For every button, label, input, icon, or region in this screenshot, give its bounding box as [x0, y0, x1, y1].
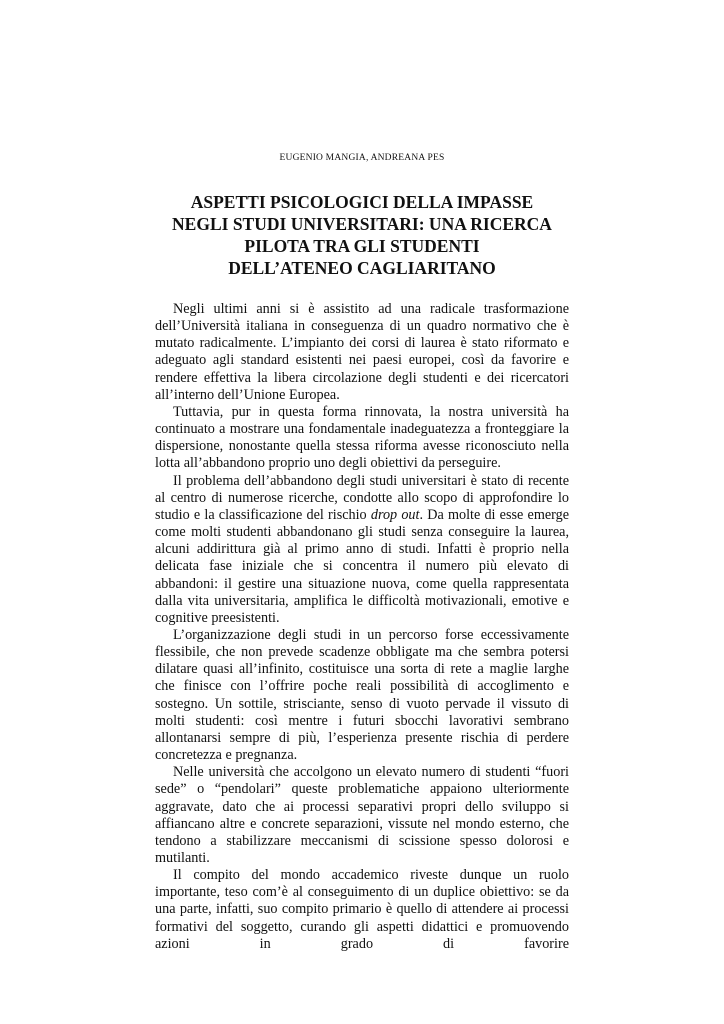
title-line: ASPETTI PSICOLOGICI DELLA IMPASSE	[190, 192, 534, 212]
article-title	[0, 191, 724, 279]
paragraph-text: L’organizzazione degli studi in un percorso forse eccessivamente flessibile, che non prevede scadenze obbligate ma che sembra potersi dilatare quasi all’infinito, costituisce una sorta di rete a maglie larghe che finisce con l’offrire poche reali possibilità di accoglimento e sostegno. Un sottile, strisciante, senso di vuoto pervade il vissuto di molti studenti: così mentre i futuri sbocchi lavorativi sembrano allontanarsi sempre di più, l’esperienza presente rischia di perdere concretezza e pregnanza.	[155, 626, 569, 764]
body-paragraph	[155, 867, 569, 953]
title-line: DELL’ATENEO CAGLIARITANO	[228, 258, 496, 278]
title-line: PILOTA TRA GLI STUDENTI	[244, 236, 480, 256]
paragraph-text: Tuttavia, pur in questa forma rinnovata, la nostra università ha continuato a mostrare una fondamentale inadeguatezza a fronteggiare la dispersione, nonostante quella stessa riforma avesse riconosciuto nella lotta all’abbandono proprio uno degli obiettivi da perseguire.	[155, 403, 569, 472]
running-header-authors: EUGENIO MANGIA, ANDREANA PES	[279, 153, 445, 163]
paragraph-text: Nelle università che accolgono un elevato numero di studenti “fuori sede” o “pendolari” queste problematiche appaiono ulteriormente aggravate, dato che ai processi separativi propri dello sviluppo si affiancano altre e concrete separazioni, vissute nel mondo esterno, che tendono a stabilizzare meccanismi di scissione spesso dolorosi e mutilanti.	[155, 764, 569, 866]
body-paragraph	[155, 764, 569, 867]
body-paragraph	[155, 473, 569, 627]
article-body	[155, 301, 569, 953]
title-line: NEGLI STUDI UNIVERSITARI: UNA RICERCA	[172, 214, 552, 234]
body-paragraph	[155, 404, 569, 473]
paragraph-text: Il problema dell’abbandono degli studi universitari è stato di recente al centro di numerose ricerche, condotte allo scopo di approfondire lo studio e la classificazione del rischio	[155, 472, 569, 523]
paragraph-text: Negli ultimi anni si è assistito ad una radicale trasformazione dell’Università italiana in conseguenza di un quadro normativo che è mutato radicalmente. L’impianto dei corsi di laurea è stato riformato e adeguato agli standard esistenti nei paesi europei, così da favorire e rendere effettiva la libera circolazione degli studenti e dei ricercatori all’interno dell’Unione Europea.	[155, 301, 569, 403]
italic-term: drop out	[370, 506, 420, 523]
paragraph-text: Il compito del mondo accademico riveste dunque un ruolo importante, teso com’è al conseguimento di un duplice obiettivo: se da una parte, infatti, suo compito primario è quello di attendere ai processi formativi del soggetto, curando gli aspetti didattici e promuovendo azioni in grado di favorire	[155, 867, 569, 952]
body-paragraph	[155, 301, 569, 404]
paragraph-text: . Da molte di esse emerge come molti studenti abbandonano gli studi senza conseguire la laurea, alcuni addirittura già al primo anno di studi. Infatti è proprio nella delicata fase iniziale che si concentra il numero più elevato di abbandoni: il gestire una situazione nuova, come quella rappresentata dalla vita universitaria, amplifica le difficoltà motivazionali, emotive e cognitive preesistenti.	[155, 506, 570, 626]
body-paragraph	[155, 627, 569, 764]
